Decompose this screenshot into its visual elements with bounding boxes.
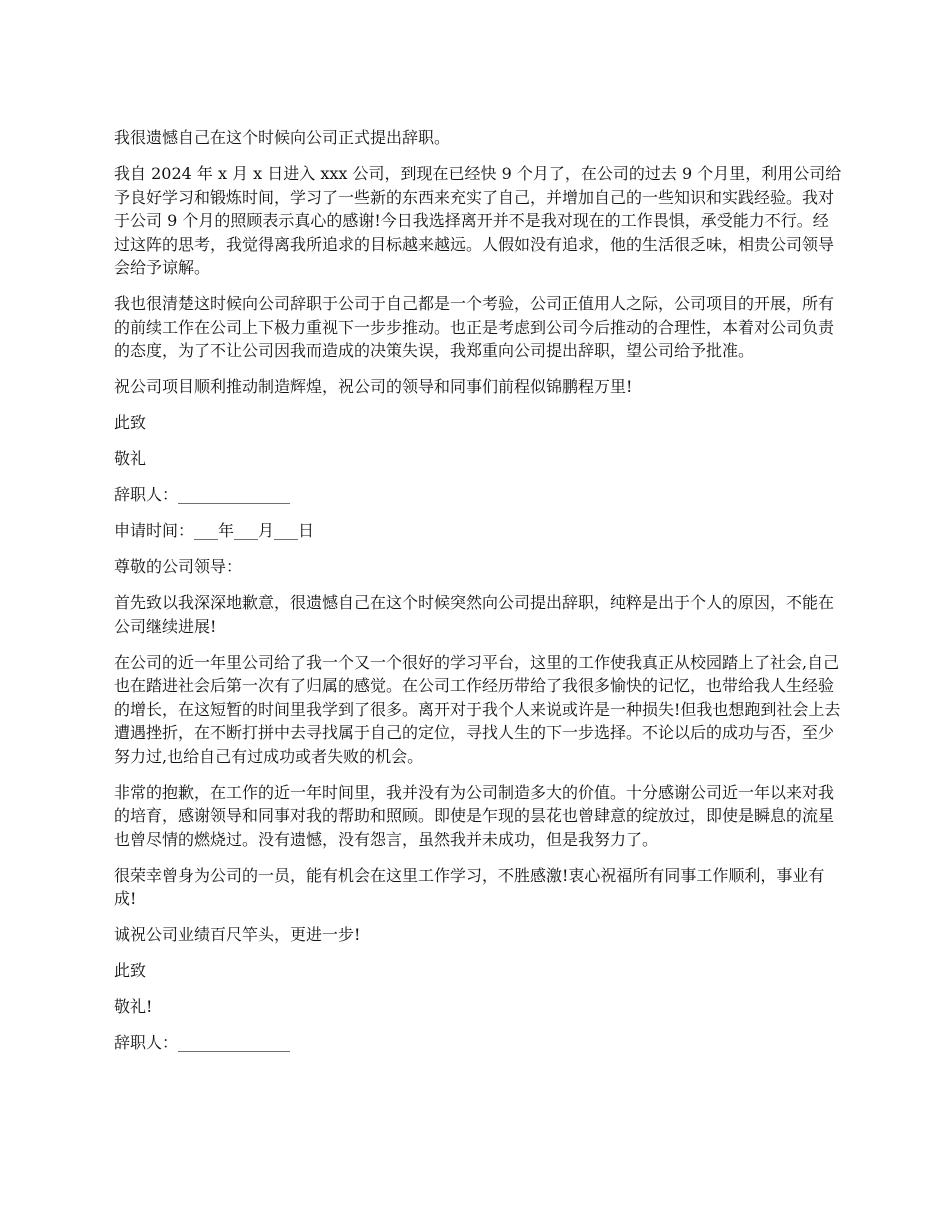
paragraph-reason: 我自 2024 年 x 月 x 日进入 xxx 公司，到现在已经快 9 个月了，在公司的过去 9 个月里，利用公司给予良好学习和锻炼时间，学习了一些新的东西来充实了自己，并增加自己的一些知识和实践经验。我对于公司 9 个月的照顾表示真心的感谢!今日我选择离开并不是我对现在的工作畏惧，承受能力不行。经过这阵的思考，我觉得离我所追求的目标越来越远。人假如没有追求，他的生活很乏味，相贵公司领导会给予谅解。: [114, 164, 842, 277]
signature-line-2: 辞职人：______________: [114, 1033, 291, 1052]
signature-line: 辞职人：______________: [114, 485, 291, 504]
closing-cizhi-2: 此致: [114, 961, 147, 980]
paragraph-experience: 在公司的近一年里公司给了我一个又一个很好的学习平台，这里的工作使我真正从校园踏上了社会,自己也在踏进社会后第一次有了归属的感觉。在公司工作经历带给了我很多愉快的记忆，也带给我人生经验的增长，在这短暂的时间里我学到了很多。离开对于我个人来说或许是一种损失!但我也想跑到社会上去遭遇挫折，在不断打拼中去寻找属于自己的定位，寻找人生的下一步选择。不论以后的成功与否，至少努力过,也给自己有过成功或者失败的机会。: [114, 652, 841, 766]
paragraph-responsibility: 我也很清楚这时候向公司辞职于公司于自己都是一个考验，公司正值用人之际，公司项目的开展，所有的前续工作在公司上下极力重视下一步步推动。也正是考虑到公司今后推动的合理性，本着对公司负责的态度，为了不让公司因我而造成的决策失误，我郑重向公司提出辞职，望公司给予批准。: [114, 294, 835, 360]
closing-jingli: 敬礼: [114, 449, 147, 468]
paragraph-intro: 我很遗憾自己在这个时候向公司正式提出辞职。: [114, 128, 451, 147]
salutation: 尊敬的公司领导：: [114, 557, 243, 576]
application-date-line: 申请时间：___年___月___日: [114, 521, 315, 540]
paragraph-gratitude: 非常的抱歉，在工作的近一年时间里，我并没有为公司制造多大的价值。十分感谢公司近一年以来对我的培育，感谢领导和同事对我的帮助和照顾。即使是乍现的昙花也曾肆意的绽放过，即使是瞬息的流星也曾尽情的燃烧过。没有遗憾，没有怨言，虽然我并未成功，但是我努力了。: [114, 782, 835, 849]
document-body: [114, 126, 844, 1067]
closing-cizhi: 此致: [114, 413, 147, 432]
paragraph-apology: 首先致以我深深地歉意，很遗憾自己在这个时候突然向公司提出辞职，纯粹是出于个人的原因，不能在公司继续进展!: [114, 593, 835, 636]
closing-jingli-2: 敬礼!: [114, 997, 153, 1016]
paragraph-best-wishes: 诚祝公司业绩百尺竿头，更进一步!: [114, 925, 361, 944]
paragraph-honor: 很荣幸曾身为公司的一员，能有机会在这里工作学习，不胜感激!衷心祝福所有同事工作顺利，事业有成!: [114, 865, 825, 908]
paragraph-wishes: 祝公司项目顺利推动制造辉煌，祝公司的领导和同事们前程似锦鹏程万里!: [114, 377, 633, 396]
